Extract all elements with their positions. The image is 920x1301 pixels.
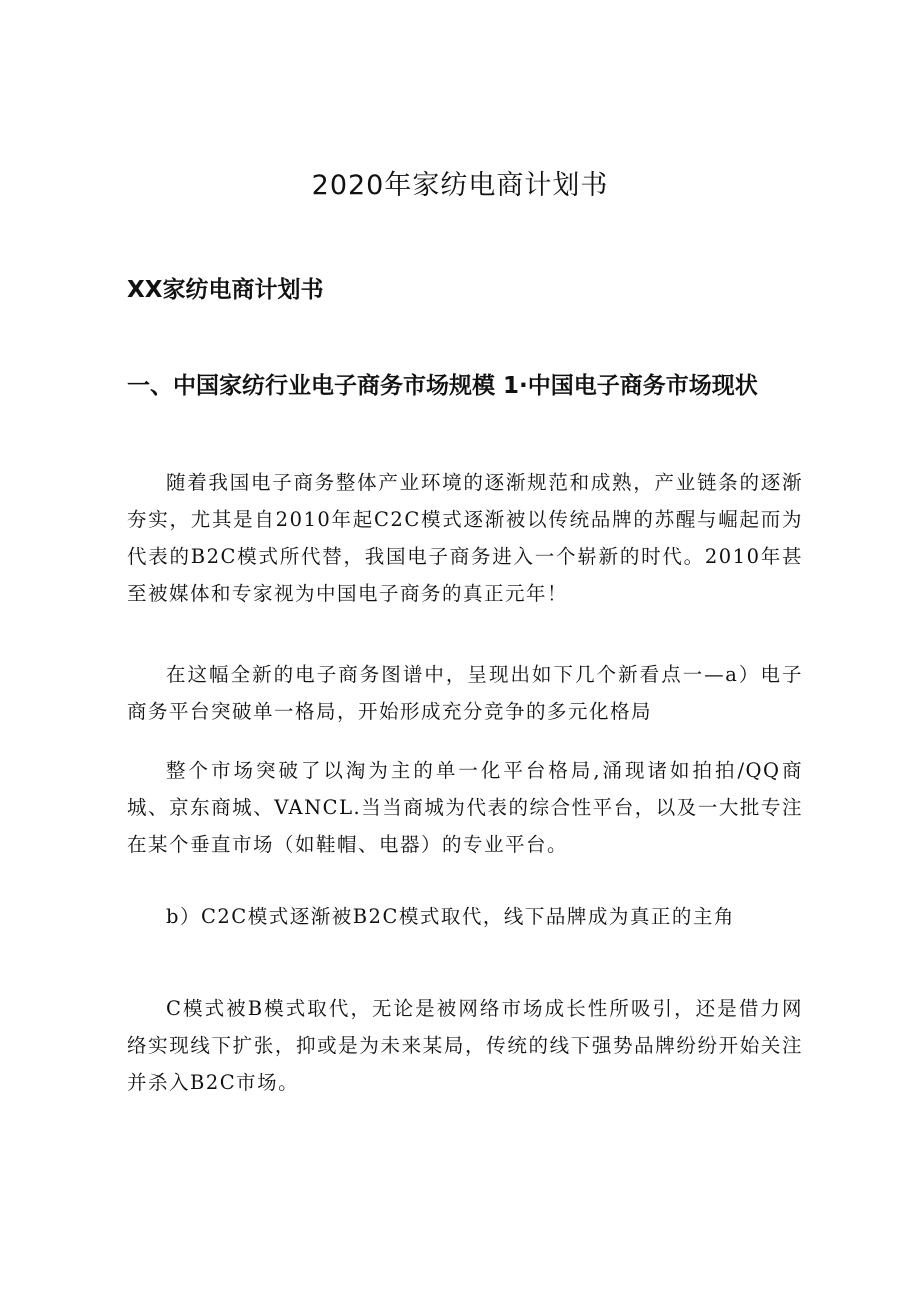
paragraph: C模式被B模式取代，无论是被网络市场成长性所吸引，还是借力网络实现线下扩张，抑或是为未来某局，传统的线下强势品牌纷纷开始关注并杀入B2C市场。 xyxy=(127,997,803,1094)
paragraph: 整个市场突破了以淘为主的单一化平台格局,涌现诸如拍拍/QQ商城、京东商城、VANCL.当当商城为代表的综合性平台，以及一大批专注在某个垂直市场（如鞋帽、电器）的专业平台。 xyxy=(127,759,803,856)
paragraph: 在这幅全新的电子商务图谱中，呈现出如下几个新看点一—a）电子商务平台突破单一格局，开始形成充分竞争的多元化格局 xyxy=(127,663,803,723)
section-heading: 一、中国家纺行业电子商务市场规模 1·中国电子商务市场现状 xyxy=(127,373,758,399)
document-subtitle: XX家纺电商计划书 xyxy=(127,277,324,303)
paragraph: 随着我国电子商务整体产业环境的逐渐规范和成熟，产业链条的逐渐夯实，尤其是自2010年起C2C模式逐渐被以传统品牌的苏醒与崛起而为代表的B2C模式所代替，我国电子商务进入一个崭新的时代。2010年甚至被媒体和专家视为中国电子商务的真正元年！ xyxy=(127,471,803,605)
paragraph: b）C2C模式逐渐被B2C模式取代，线下品牌成为真正的主角 xyxy=(166,905,735,928)
document-title: 2020年家纺电商计划书 xyxy=(311,170,609,201)
